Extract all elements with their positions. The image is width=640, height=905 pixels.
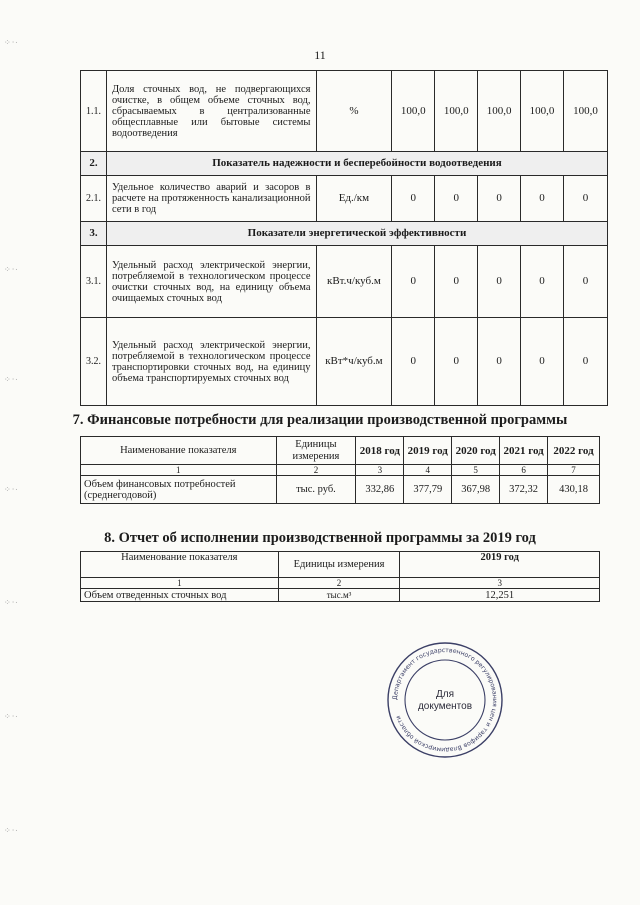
column-index: 3 — [356, 465, 404, 476]
value-cell: 332,86 — [356, 476, 404, 504]
value-cell: 0 — [478, 246, 521, 318]
scan-mark: ⁘·∙ — [4, 712, 19, 721]
report-table — [80, 551, 600, 602]
scan-mark: ⁘·∙ — [4, 38, 19, 47]
table-row — [81, 476, 600, 504]
table-row — [81, 589, 600, 602]
stamp-center-line2: документов — [417, 701, 473, 712]
scan-mark: ⁘·∙ — [4, 375, 19, 384]
row-number: 3.1. — [81, 246, 107, 318]
value-cell: 100,0 — [392, 71, 435, 152]
indicator-unit: % — [316, 71, 392, 152]
value-cell: 0 — [478, 318, 521, 406]
column-index: 3 — [400, 578, 600, 589]
official-stamp — [385, 640, 505, 760]
column-index: 2 — [278, 578, 400, 589]
value-cell: 12,251 — [400, 589, 600, 602]
header-year: 2019 год — [400, 552, 600, 578]
section-title: Показатели энергетической эффективности — [106, 222, 607, 246]
row-number: 3.2. — [81, 318, 107, 406]
header-unit: Единицы измерения — [278, 552, 400, 578]
column-index-row — [81, 578, 600, 589]
indicator-description: Удельный расход электрической энергии, потребляемой в технологическом процессе очистки сточных вод, на единицу объема очищаемых сточных вод — [106, 246, 316, 318]
section-row — [81, 222, 608, 246]
financial-needs-table — [80, 436, 600, 504]
section-number: 3. — [81, 222, 107, 246]
value-cell: 367,98 — [452, 476, 500, 504]
table-header-row — [81, 437, 600, 465]
table-row — [81, 71, 608, 152]
scan-margin-marks — [4, 0, 64, 905]
value-cell: 100,0 — [564, 71, 608, 152]
indicator-name: Объем финансовых потребностей (среднегодовой) — [81, 476, 277, 504]
indicator-description: Доля сточных вод, не подвергающихся очистке, в общем объеме сточных вод, сбрасываемых в централизованные общесплавные или бытовые системы водоотведения — [106, 71, 316, 152]
value-cell: 0 — [392, 246, 435, 318]
value-cell: 0 — [478, 176, 521, 222]
scan-mark: ⁘·∙ — [4, 826, 19, 835]
indicator-description: Удельное количество аварий и засоров в расчете на протяженность канализационной сети в год — [106, 176, 316, 222]
column-index: 5 — [452, 465, 500, 476]
value-cell: 372,32 — [500, 476, 548, 504]
value-cell: 0 — [521, 318, 564, 406]
indicator-unit: кВт*ч/куб.м — [316, 318, 392, 406]
header-name: Наименование показателя — [81, 437, 277, 465]
value-cell: 0 — [521, 246, 564, 318]
column-index-row — [81, 465, 600, 476]
table-header-row — [81, 552, 600, 578]
stamp-center-line1: Для — [435, 689, 455, 700]
indicator-description: Удельный расход электрической энергии, потребляемой в технологическом процессе транспортировки сточных вод, на единицу объема транспортируемых сточных вод — [106, 318, 316, 406]
value-cell: 0 — [521, 176, 564, 222]
header-unit: Единицы измерения — [276, 437, 356, 465]
table-row — [81, 176, 608, 222]
value-cell: 0 — [392, 176, 435, 222]
header-year: 2019 год — [404, 437, 452, 465]
page-number: 11 — [314, 48, 326, 62]
column-index: 6 — [500, 465, 548, 476]
section-number: 2. — [81, 152, 107, 176]
value-cell: 430,18 — [548, 476, 600, 504]
table-row — [81, 318, 608, 406]
column-index: 1 — [81, 578, 279, 589]
indicators-table — [80, 70, 608, 406]
indicator-unit: кВт.ч/куб.м — [316, 246, 392, 318]
row-number: 1.1. — [81, 71, 107, 152]
column-index: 4 — [404, 465, 452, 476]
value-cell: 0 — [435, 176, 478, 222]
stamp-inner-ring — [405, 660, 485, 740]
header-year: 2020 год — [452, 437, 500, 465]
value-cell: 0 — [564, 318, 608, 406]
value-cell: 0 — [564, 176, 608, 222]
column-index: 1 — [81, 465, 277, 476]
column-index: 2 — [276, 465, 356, 476]
stamp-ring-text: Департамент государственного регулирования цен и тарифов Владимирской области — [391, 646, 499, 754]
header-year: 2018 год — [356, 437, 404, 465]
value-cell: 0 — [435, 318, 478, 406]
section-8-heading: 8. Отчет об исполнении производственной программы за 2019 год — [104, 530, 536, 546]
scan-mark: ⁘·∙ — [4, 485, 19, 494]
section-row — [81, 152, 608, 176]
value-cell: 0 — [564, 246, 608, 318]
scan-mark: ⁘·∙ — [4, 598, 19, 607]
section-title: Показатель надежности и бесперебойности водоотведения — [106, 152, 607, 176]
table-row — [81, 246, 608, 318]
indicator-unit: Ед./км — [316, 176, 392, 222]
indicator-unit: тыс. руб. — [276, 476, 356, 504]
value-cell: 100,0 — [478, 71, 521, 152]
scan-mark: ⁘·∙ — [4, 265, 19, 274]
value-cell: 377,79 — [404, 476, 452, 504]
section-7-heading: 7. Финансовые потребности для реализации производственной программы — [72, 412, 568, 428]
header-year: 2021 год — [500, 437, 548, 465]
indicator-name: Объем отведенных сточных вод — [81, 589, 279, 602]
value-cell: 100,0 — [521, 71, 564, 152]
value-cell: 100,0 — [435, 71, 478, 152]
row-number: 2.1. — [81, 176, 107, 222]
indicator-unit: тыс.м³ — [278, 589, 400, 602]
header-name: Наименование показателя — [81, 552, 279, 578]
value-cell: 0 — [392, 318, 435, 406]
value-cell: 0 — [435, 246, 478, 318]
header-year: 2022 год — [548, 437, 600, 465]
column-index: 7 — [548, 465, 600, 476]
